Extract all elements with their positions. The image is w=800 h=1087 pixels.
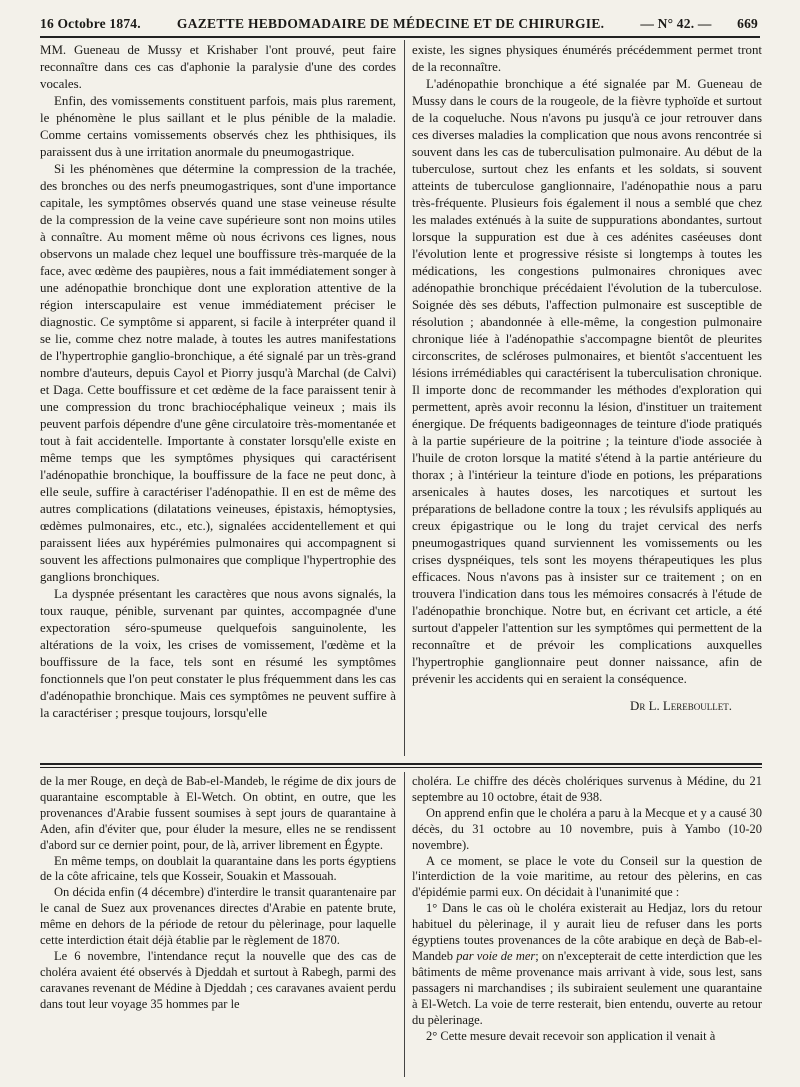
feuilleton-paragraph: On décida enfin (4 décembre) d'interdire le transit quarantenaire par le canal de Suez aux provenances directes d'Arabie en patente brute, même en dehors de la période de retour du pèlerinage, pour laquelle cette interdiction était déjà établie par le règlement de 1870.	[40, 885, 396, 948]
journal-title: GAZETTE HEBDOMADAIRE DE MÉDECINE ET DE CHIRURGIE.	[176, 16, 605, 31]
feuilleton-paragraph: de la mer Rouge, en deçà de Bab-el-Mandeb, le régime de dix jours de quarantaine escomptable à El-Wetch. On obtint, en outre, que les provenances d'Arabie fussent soumises à sept jours de quarantaine à Aden, afin d'éviter que, pour éluder la mesure, elles ne se rendissent d'abord sur ce dernier point, pour, de là, arriver librement en Égypte.	[40, 774, 396, 852]
feuilleton-emphasis: par voie de mer	[456, 948, 536, 963]
page-number: 669	[737, 16, 758, 31]
column-divider	[404, 40, 405, 756]
article-paragraph: La dyspnée présentant les caractères que nous avons signalés, la toux rauque, pénible, survenant par quintes, accompagnée d'une expectoration séro-spumeuse quelquefois sanguinolente, les altérations de la voix, les crises de vomissement, l'œdème et la bouffissure de la face, tels sont en résumé les symptômes fonctionnels que l'on peut constater le plus fréquemment dans les cas d'adénopathie bronchique. Mais ces symptômes ne peuvent suffire à la caractériser ; presque toujours, lorsqu'elle	[40, 587, 396, 720]
feuilleton-column-left	[40, 774, 396, 1079]
header-date: 16 Octobre 1874.	[40, 16, 141, 31]
article-column-right	[412, 42, 762, 758]
feuilleton-text: 1° Dans le cas où le choléra existerait au Hedjaz, lors du retour habituel du pèlerinage, il y aurait lieu de refuser dans les ports égyptiens toutes provenances de la côte arabique en deçà de Bab-el-Mandeb	[412, 901, 762, 963]
feuilleton-paragraph: En même temps, on doublait la quarantaine dans les ports égyptiens de la côte africaine, tels que Kosseir, Souakin et Massouah.	[40, 853, 396, 884]
feuilleton-paragraph	[412, 901, 762, 1028]
feuilleton-paragraph: Le 6 novembre, l'intendance reçut la nouvelle que des cas de choléra avaient été observés à Djeddah et surtout à Rabegh, parmi des caravanes revenant de Médine à Djeddah ; ces caravanes avaient perdu dans tout leur voyage 35 hommes par le	[40, 948, 396, 1011]
issue-number: — N° 42. —	[640, 16, 712, 31]
article-paragraph: L'adénopathie bronchique a été signalée par M. Gueneau de Mussy dans le cours de la rougeole, de la fièvre typhoïde et surtout de la coqueluche. Nous n'avons pu jusqu'à ce jour retrouver dans ces diverses maladies la complication que nous avons rencontrée si souvent dans les cas de tuberculisation pulmonaire. Au début de la tuberculose, surtout chez les enfants et les soldats, si souvent atteints de tuberculose ganglionnaire, l'adénopathie nous a paru très-fréquente. Plusieurs fois également il nous a semblé que chez les malades exténués à la suite de suppurations abondantes, surtout lorsque la suppuration est due à ces adénites caséeuses dont l'évolution lente et progressive résiste si longtemps à toutes les médications, les congestions pulmonaires chroniques avec adénopathie bronchique précédaient l'évolution de la tuberculose. Soignée dès ses débuts, l'affection pulmonaire est susceptible de résolution ; abandonnée à elle-même, la congestion pulmonaire chronique liée à l'adénopathie s'accompagne bientôt de pleurites circonscrites, de scléroses pulmonaires, et bientôt s'accentuent les lésions irrémédiables qui caractérisent la tuberculisation chronique. Il importe donc de recommander les méthodes d'exploration qui permettent, après avoir reconnu la lésion, d'instituer un traitement énergique. De fréquents badigeonnages de teinture d'iode pratiqués à la partie supérieure de la poitrine ; la teinture d'iode associée à l'huile de croton lorsque la matité s'étend à la partie antérieure du thorax ; à l'intérieur la teinture d'iode en potions, les préparations arsenicales à hautes doses, les narcotiques et surtout les préparations de belladone contre la toux ; les révulsifs appliqués au creux épigastrique ou le long du trajet cervical des nerfs pneumogastriques quand surviennent les vomissements ou les crises dyspnéiques, tels sont les moyens thérapeutiques les plus efficaces. Nous n'avons pas à insister sur ce traitement ; on en trouvera l'indication dans tous les mémoires consacrés à l'étude de l'adénopathie bronchique. Notre but, en écrivant cet article, a été surtout d'appeler l'attention sur les symptômes qui permettent de la reconnaître et de prévoir les complications auxquelles l'hypertrophie ganglionnaire peut donner naissance, afin de prévenir les accidents qui en seraient la conséquence.	[412, 77, 762, 686]
article-paragraph: Si les phénomènes que détermine la compression de la trachée, des bronches ou des nerfs pneumogastriques, sont d'une importance capitale, les symptômes observés quand une stase veineuse résulte de la compression de la veine cave supérieure sont non moins utiles à connaître. Au moment même où nous écrivons ces lignes, nous observons un malade chez lequel une bouffissure très-marquée de la face, avec œdème des paupières, nous a fait immédiatement songer à une adénopathie bronchique dont une exploration attentive de la région interscapulaire est venue immédiatement préciser le diagnostic. Ce symptôme si apparent, si facile à interpréter quand il se lie, comme chez notre malade, à toutes les autres manifestations de l'hypertrophie ganglio-bronchique, a été signalé par un très-grand nombre d'auteurs, depuis Cayol et Piorry jusqu'à Marchal (de Calvi) et Daga. Cette bouffissure et cet œdème de la face paraissent tenir à une compression du tronc brachiocéphalique veineux ; mais ils peuvent parfois dépendre d'une gêne circulatoire très-momentanée et tout à fait accidentelle. Importante à constater lorsqu'elle existe en même temps que les symptômes physiques qui caractérisent l'adénopathie bronchique, la bouffissure de la face ne peut donc, à elle seule, suffire à caractériser l'adénopathie. Il en est de même des autres complications (dilatations veineuses, épistaxis, hémoptysies, œdèmes pulmonaires, etc., etc.), signalées accidentellement et qui paraissent liées aux hypérémies pulmonaires qui accompagnent si souvent les affections pulmonaires que complique l'hypertrophie des ganglions bronchiques.	[40, 162, 396, 584]
feuilleton-paragraph: 2° Cette mesure devait recevoir son application il venait à	[426, 1028, 716, 1043]
article-column-left	[40, 42, 396, 758]
feuilleton-rule	[40, 763, 762, 765]
author-signature: Dr L. Lereboullet.	[630, 699, 732, 713]
feuilleton-divider	[404, 772, 405, 1077]
article-paragraph: Enfin, des vomissements constituent parfois, mais plus rarement, le phénomène le plus saillant et le plus pénible de la maladie. Comme certains vomissements observés chez les phthisiques, ils paraissent dus à une irritation anormale du pneumogastrique.	[40, 94, 396, 159]
header-right	[640, 16, 758, 32]
feuilleton-paragraph: On apprend enfin que le choléra a paru à la Mecque et y a causé 30 décès, du 31 octobre au 10 novembre, puis à Yambo (10-20 novembre).	[412, 805, 762, 852]
feuilleton-column-right	[412, 774, 762, 1079]
article-paragraph: existe, les signes physiques énumérés précédemment permet tront de la reconnaître.	[412, 43, 762, 74]
page-header	[40, 12, 758, 36]
feuilleton-text: ; on n'excepterait de cette interdiction que les bâtiments de même provenance mais arrivant à vide, sous lest, sans passagers ni marchandises ; ils subiraient seulement une quarantaine à El-Wetch. La voie de terre resterait, bien entendu, ouverte au retour du pèlerinage.	[412, 948, 762, 1027]
header-rule	[40, 36, 760, 38]
feuilleton-paragraph: choléra. Le chiffre des décès cholériques survenus à Médine, du 21 septembre au 10 octobre, était de 938.	[412, 774, 762, 804]
feuilleton-paragraph: A ce moment, se place le vote du Conseil sur la question de l'interdiction de la voie maritime, au retour des pèlerins, en cas d'épidémie parmi eux. On décidait à l'unanimité que :	[412, 853, 762, 900]
article-paragraph: MM. Gueneau de Mussy et Krishaber l'ont prouvé, peut faire reconnaître dans ces cas d'aphonie la paralysie d'une des cordes vocales.	[40, 43, 396, 91]
feuilleton-rule-thin	[40, 767, 762, 768]
